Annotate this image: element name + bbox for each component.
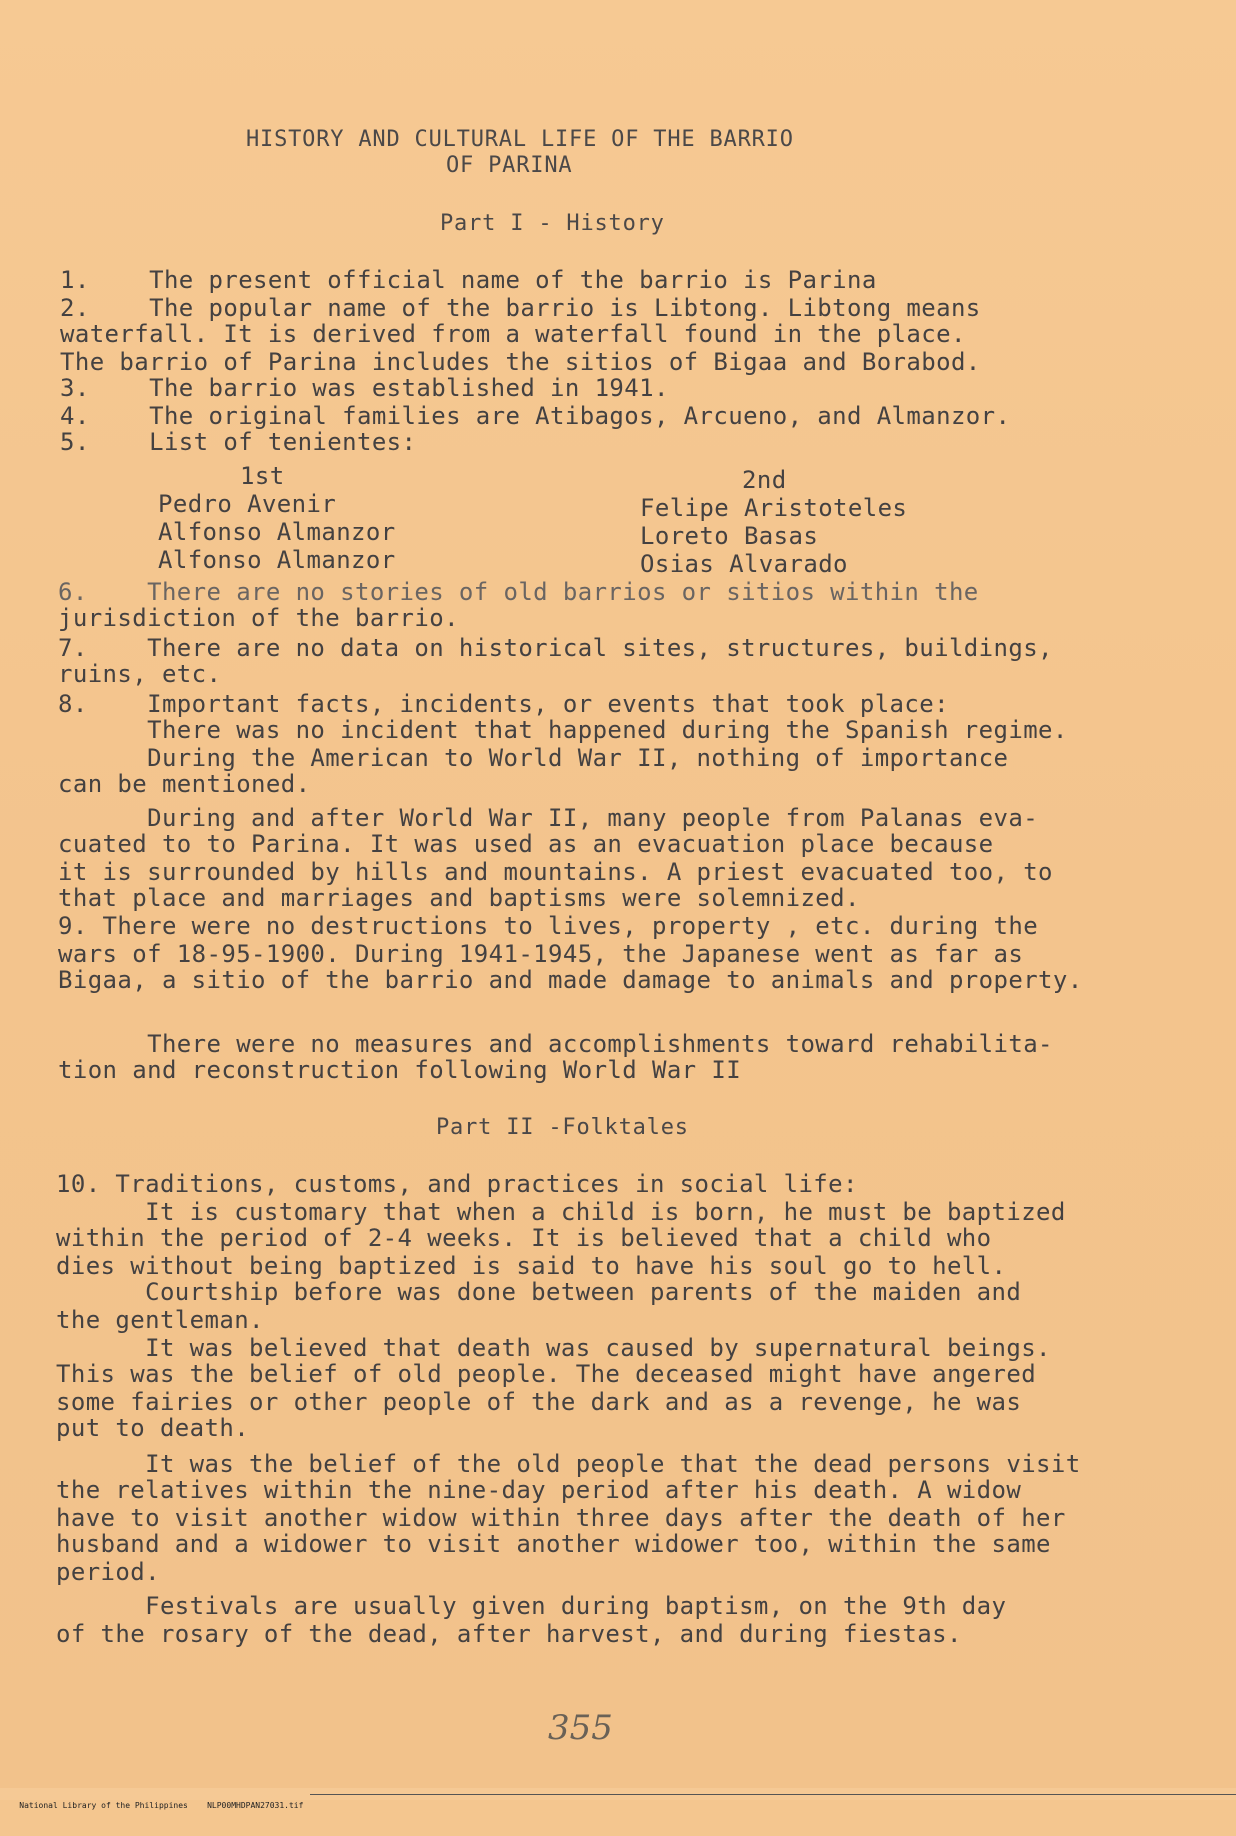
footer-text: National Library of the Philippines NLP00MHDPAN27031.tif bbox=[19, 1801, 304, 1810]
text-line: The barrio of Parina includes the sitios of Bigaa and Borabod. bbox=[60, 348, 981, 376]
text-line: cuated to to Parina. It was used as an evacuation place because bbox=[58, 830, 994, 858]
text-line: 8. Important facts, incidents, or events that took place: bbox=[58, 690, 949, 718]
text-line: wars of 18-95-1900. During 1941-1945, the Japanese went as far as bbox=[58, 940, 1024, 968]
teniente-name: Osias Alvarado bbox=[640, 550, 848, 578]
teniente-name: Loreto Basas bbox=[640, 522, 819, 550]
text-line: 7. There are no data on historical sites, structures, buildings, bbox=[58, 634, 1053, 662]
tenientes-col1-header: 1st bbox=[240, 462, 285, 490]
teniente-name: Alfonso Almanzor bbox=[158, 518, 396, 546]
text-line: It was the belief of the old people that the dead persons visit bbox=[56, 1450, 1081, 1478]
text-line: This was the belief of old people. The deceased might have angered bbox=[56, 1360, 1037, 1388]
handwritten-page-number: 355 bbox=[548, 1708, 613, 1748]
part1-heading: Part I - History bbox=[440, 211, 665, 236]
title-line-2: OF PARINA bbox=[446, 153, 573, 178]
tenientes-col2-header: 2nd bbox=[742, 466, 787, 494]
text-line: Festivals are usually given during baptism, on the 9th day bbox=[56, 1592, 1007, 1620]
text-line: 5. List of tenientes: bbox=[60, 428, 417, 456]
text-line: 4. The original families are Atibagos, Arcueno, and Almanzor. bbox=[60, 402, 1011, 430]
text-line: husband and a widower to visit another widower too, within the same bbox=[56, 1530, 1051, 1558]
teniente-name: Felipe Aristoteles bbox=[640, 494, 908, 522]
text-line: It is customary that when a child is born, he must be baptized bbox=[56, 1198, 1066, 1226]
text-line: It was believed that death was caused by supernatural beings. bbox=[56, 1334, 1051, 1362]
footer-rule bbox=[310, 1794, 1236, 1795]
text-line: 3. The barrio was established in 1941. bbox=[60, 374, 669, 402]
text-line: the gentleman. bbox=[56, 1306, 264, 1334]
text-line: There were no measures and accomplishments toward rehabilita- bbox=[58, 1030, 1053, 1058]
text-line: it is surrounded by hills and mountains. A priest evacuated too, to bbox=[58, 858, 1053, 886]
text-line: can be mentioned. bbox=[58, 770, 311, 798]
text-line: within the period of 2-4 weeks. It is believed that a child who bbox=[56, 1224, 992, 1252]
part2-heading: Part II -Folktales bbox=[436, 1115, 689, 1140]
text-line: that place and marriages and baptisms were solemnized. bbox=[58, 884, 860, 912]
text-line: Bigaa, a sitio of the barrio and made damage to animals and property. bbox=[58, 966, 1083, 994]
text-line: tion and reconstruction following World War II bbox=[58, 1056, 742, 1084]
text-line: period. bbox=[56, 1558, 160, 1586]
text-line: some fairies or other people of the dark and as a revenge, he was bbox=[56, 1388, 1022, 1416]
teniente-name: Alfonso Almanzor bbox=[158, 546, 396, 574]
text-line: During the American to World War II, nothing of importance bbox=[58, 744, 1009, 772]
text-line: There was no incident that happened during the Spanish regime. bbox=[58, 716, 1068, 744]
text-line: of the rosary of the dead, after harvest, and during fiestas. bbox=[56, 1620, 962, 1648]
text-line: dies without being baptized is said to have his soul go to hell. bbox=[56, 1252, 1007, 1280]
text-line: waterfall. It is derived from a waterfall found in the place. bbox=[60, 320, 966, 348]
text-line: 10. Traditions, customs, and practices in social life: bbox=[56, 1170, 858, 1198]
text-line: 9. There were no destructions to lives, property , etc. during the bbox=[58, 912, 1039, 940]
text-line: 1. The present official name of the barrio is Parina bbox=[60, 266, 877, 294]
text-line: Courtship before was done between parents of the maiden and bbox=[56, 1278, 1022, 1306]
text-line: 2. The popular name of the barrio is Libtong. Libtong means bbox=[60, 294, 981, 322]
scan-footer bbox=[0, 1788, 1236, 1810]
text-line: During and after World War II, many people from Palanas eva- bbox=[58, 804, 1039, 832]
title-line-1: HISTORY AND CULTURAL LIFE OF THE BARRIO bbox=[246, 127, 794, 152]
text-line: 6. There are no stories of old barrios or sitios within the bbox=[58, 578, 979, 606]
text-line: have to visit another widow within three days after the death of her bbox=[56, 1504, 1066, 1532]
text-line: jurisdiction of the barrio. bbox=[58, 604, 459, 632]
text-line: ruins, etc. bbox=[58, 660, 222, 688]
text-line: put to death. bbox=[56, 1414, 250, 1442]
teniente-name: Pedro Avenir bbox=[158, 490, 337, 518]
text-line: the relatives within the nine-day period after his death. A widow bbox=[56, 1476, 1022, 1504]
